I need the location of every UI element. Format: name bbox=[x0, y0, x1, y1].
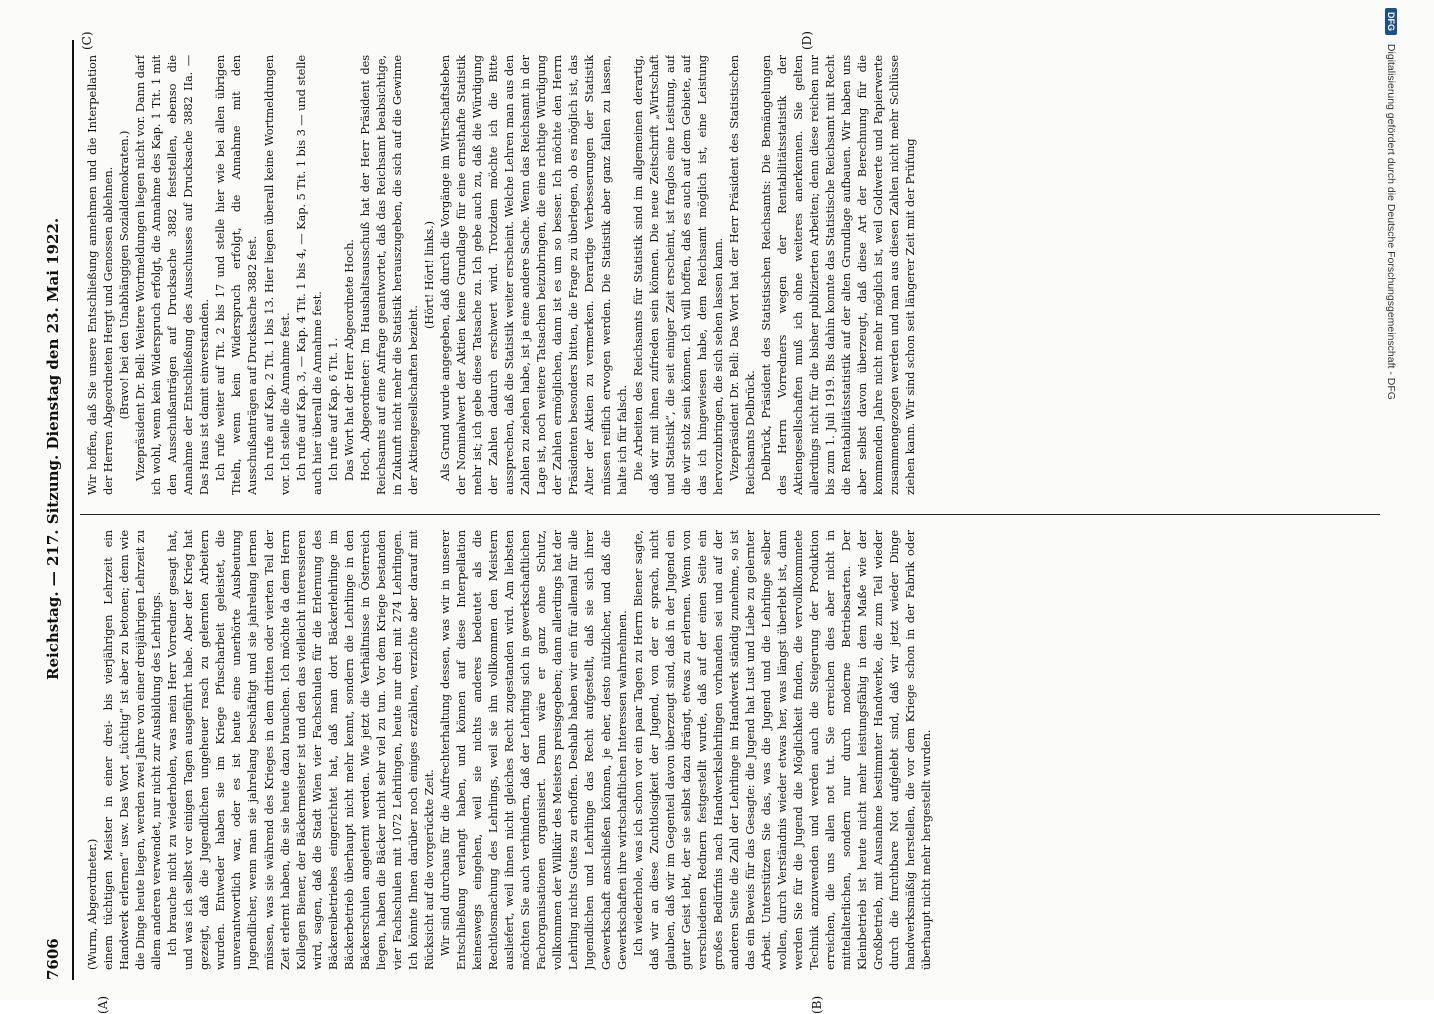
rotated-document-page bbox=[40, 31, 1400, 1014]
header-title: Reichstag. — 217. Sitzung. Dienstag den 23. Mai 1922. bbox=[44, 217, 62, 680]
margin-mark-a: (A) bbox=[96, 995, 110, 1014]
margin-mark-d: (D) bbox=[800, 31, 814, 50]
digitization-credit bbox=[1373, 8, 1397, 988]
right-interjection-1: (Bravo! bei den Unabhängigen Sozialdemokraten.) bbox=[117, 130, 132, 420]
margin-mark-c: (C) bbox=[80, 31, 94, 50]
right-paragraph-9: Als Grund wurde angegeben, daß durch die Vorgänge im Wirtschaftsleben der Nominalwert der Aktien keine Grundlage für eine ernsthafte Statistik mehr ist; ich gebe diese Tatsache zu. Ich gebe auch zu, daß die Würdigung der Zahlen dadurch erschwert wird. Trotzdem möchte ich die Bitte aussprechen, daß die Statistik weiter erscheint. Welche Lehren man aus den Zahlen zu ziehen habe, ist ja eine andere Sache. Wenn das Reichsamt in der Lage ist, noch weitere Tatsachen beizubringen, die eine richtige Würdigung der Zahlen ermöglichen, dann ist es um so besser. Ich möchte den Herrn Präsidenten besonders bitten, die Frage zu überlegen, ob es möglich ist, das Alter der Aktien zu vermerken. Derartige Verbesserungen der Statistik müssen reiflich erwogen werden. Die Statistik aber ganz fallen zu lassen, halte ich für falsch. bbox=[438, 55, 629, 495]
right-paragraph-3: Ich rufe weiter auf Tit. 2 bis 17 und stelle hier wie bei allen übrigen Titeln, wenn kein Widerspruch erfolgt, die Annahme mit den Ausschußanträgen auf Drucksache 3882 fest. bbox=[213, 55, 260, 495]
page-number: 7606 bbox=[44, 938, 62, 980]
running-header bbox=[44, 40, 70, 980]
right-paragraph-6: Ich rufe auf Kap. 6 Tit. 1. bbox=[325, 337, 340, 481]
right-paragraph-12: Delbrück, Präsident des Statistischen Reichsamts: Die Bemängelungen des Herrn Vorredners wegen der Rentabilitätsstatistik der Aktiengesellschaften muß ich ohne weiteres anerkennen. Sie gelten allerdings nicht für die bisher publizierten Arbeiten; denn diese reichen nur bis zum 1. Juli 1919. Bis dahin konnte das Statistische Reichsamt mit Recht die Rentabilitätsstatistik auf der alten Grundlage aufbauen. Wir haben uns aber selbst davon überzeugt, daß diese Art der Berechnung für die kommenden Jahre nicht mehr möglich ist, weil Goldwerte und Papierwerte zusammengezogen werden und man aus diesen Zahlen nicht mehr Schlüsse ziehen kann. Wir sind schon seit längerer Zeit mit der Prüfung bbox=[758, 55, 918, 495]
right-paragraph-5: Ich rufe auf Kap. 3, — Kap. 4 Tit. 1 bis 4, — Kap. 5 Tit. 1 bis 3 — und stelle auch hier überall die Annahme fest. bbox=[293, 55, 324, 495]
right-paragraph-7: Das Wort hat der Herr Abgeordnete Hoch. bbox=[341, 239, 356, 481]
left-column bbox=[84, 530, 1384, 970]
header-rule bbox=[72, 40, 74, 980]
right-column bbox=[84, 55, 1384, 495]
left-paragraph-1: einem tüchtigen Meister in einer drei- bis vierjährigen Lehrzeit ein Handwerk erlernen“ usw. Das Wort „tüchtig“ ist aber zu betonen; denn wie die Dinge heute liegen, werden zwei Jahre von einer dreijährigen Lehrzeit zu allem anderen verwendet, nur nicht zur Ausbildung des Lehrlings. bbox=[101, 530, 164, 970]
credit-text: Digitalisierung gefördert durch die Deutsche Forschungsgemeinschaft - DFG bbox=[1385, 43, 1397, 400]
right-paragraph-10: Die Arbeiten des Reichsamts für Statistik sind im allgemeinen derartig, daß wir mit ihnen zufrieden sein können. Die neue Zeitschrift „Wirtschaft und Statistik“, die seit einiger Zeit erscheint, ist fraglos eine Leistung, auf die wir stolz sein können. Ich will hoffen, daß es auch auf dem Gebiete, auf das ich hingewiesen habe, dem Reichsamt möglich ist, eine Leistung hervorzubringen, die sich sehen lassen kann. bbox=[630, 55, 725, 495]
left-paragraph-2: Ich brauche nicht zu wiederholen, was mein Herr Vorredner gesagt hat, und was ich selbst vor einigen Tagen ausgeführt habe. Aber der Krieg hat gezeigt, daß die Jugendlichen ungeheuer rasch zu gelernten Arbeitern wurden. Entweder haben sie im Kriege Pfuscharbeit geleistet, die unverantwortlich war, oder es ist heute eine unerhörte Ausbeutung Jugendlicher, wenn man sie jahrelang beschäftigt und sie jahrelang lernen müssen, was sie während des Krieges in dem dritten oder vierten Teil der Zeit erlernt haben, die sie heute dazu brauchen. Ich möchte da dem Herrn Kollegen Biener, der Bäckermeister ist und den das vielleicht interessieren wird, sagen, daß die Stadt Wien vier Fachschulen für die Erlernung des Bäckereibetriebes eingerichtet hat, daß man dort Bäckerlehrlinge im Bäckerbetrieb überhaupt nicht mehr kennt, sondern die Lehrlinge in den Bäckerschulen angelernt werden. Wie jetzt die Verhältnisse in Österreich liegen, haben die Bäcker nicht sehr viel zu tun. Vor dem Kriege bestanden vier Fachschulen mit 1072 Lehrlingen, heute nur drei mit 274 Lehrlingen. Ich könnte Ihnen darüber noch einiges erzählen, verzichte aber darauf mit Rücksicht auf die vorgerückte Zeit. bbox=[165, 530, 436, 970]
column-divider bbox=[80, 514, 1380, 515]
dfg-logo: DFG bbox=[1385, 8, 1397, 35]
right-paragraph-8: Hoch, Abgeordneter: Im Haushaltsausschuß hat der Herr Präsident des Reichsamts auf eine Anfrage geantwortet, daß das Reichsamt beabsichtige, in Zukunft nicht mehr die Statistik herauszugeben, die sich auf die Gewinne der Aktiengesellschaften bezieht. bbox=[357, 55, 420, 495]
right-paragraph-1: Wir hoffen, daß Sie unsere Entschließung annehmen und die Interpellation der Herren Abgeordneten Hergt und Genossen ablehnen. bbox=[85, 55, 116, 495]
margin-mark-b: (B) bbox=[810, 995, 824, 1014]
left-paragraph-3: Wir sind durchaus für die Aufrechterhaltung dessen, was wir in unserer Entschließung verlangt haben, und können auf diese Interpellation keineswegs eingehen, weil sie nichts anderes bedeutet als die Rechtlosmachung des Lehrlings, weil sie ihn vollkommen den Meistern ausliefert, weil ihnen nicht gleiches Recht zugestanden wird. Am liebsten möchten Sie auch verhindern, daß der Lehrling sich in gewerkschaftlichen Fachorganisationen organisiert. Dann wäre er ganz ohne Schutz, vollkommen der Willkür des Meisters preisgegeben; dann allerdings hat der Lehrling nichts Gutes zu erhoffen. Deshalb haben wir ein für allemal für alle Jugendlichen und Lehrlinge das Recht aufgestellt, daß sie sich ihrer Gewerkschaft anschließen können, je eher, desto nützlicher, und daß die Gewerkschaften ihre wirtschaftlichen Interessen wahrnehmen. bbox=[438, 530, 629, 970]
right-paragraph-4: Ich rufe auf Kap. 2 Tit. 1 bis 13. Hier liegen überall keine Wortmeldungen vor. Ich stelle die Annahme fest. bbox=[261, 55, 292, 495]
speaker-label: (Wurm, Abgeordneter.) bbox=[85, 838, 99, 970]
left-paragraph-4: Ich wiederhole, was ich schon vor ein paar Tagen zu Herrn Biener sagte, daß wir an diese Zuchtlosigkeit der Jugend, von der er sprach, nicht glauben, daß wir im Gegenteil davon überzeugt sind, daß in der Jugend ein guter Geist lebt, der sie selbst dazu drängt, etwas zu erlernen. Wenn von verschiedenen Rednern festgestellt wurde, daß auf der einen Seite ein großes Bedürfnis nach Handwerkslehrlingen vorhanden sei und auf der anderen Seite die Zahl der Lehrlinge im Handwerk ständig zunehme, so ist das ein Beweis für das Gesagte: die Jugend hat Lust und Liebe zu gelernter Arbeit. Unterstützen Sie das, was die Jugend und die Lehrlinge selber wollen, durch Verständnis wieder etwas her, was längst überlebt ist, dann werden Sie für die Jugend die Möglichkeit finden, die vervollkommnete Technik anzuwenden und werden auch die Steigerung der Produktion erreichen, die uns allen not tut. Sie erreichen dies aber nicht in mittelalterlichen, sondern nur durch moderne Betriebsarten. Der Kleinbetrieb ist heute nicht mehr leistungsfähig in dem Maße wie der Großbetrieb, mit Ausnahme bestimmter Handwerke, die zum Teil wieder durch die furchtbare Not aufgelebt sind, daß wir jetzt wieder Dinge handwerksmäßig herstellen, die vor dem Kriege schon in der Fabrik oder überhaupt nicht mehr hergestellt wurden. bbox=[630, 530, 934, 970]
right-paragraph-11: Vizepräsident Dr. Bell: Das Wort hat der Herr Präsident des Statistischen Reichsamts Delbrück. bbox=[726, 55, 757, 495]
right-paragraph-2: Vizepräsident Dr. Bell: Weitere Wortmeldungen liegen nicht vor. Dann darf ich wohl, wenn kein Widerspruch erfolgt, die Annahme des Kap. 1 Tit. 1 mit den Ausschußanträgen auf Drucksache 3882 feststellen, ebenso die Annahme der Entschließung des Ausschusses auf Drucksache 3882 IIa. — Das Haus ist damit einverstanden. bbox=[133, 55, 212, 495]
right-interjection-2: (Hört! Hört! links.) bbox=[421, 221, 436, 329]
